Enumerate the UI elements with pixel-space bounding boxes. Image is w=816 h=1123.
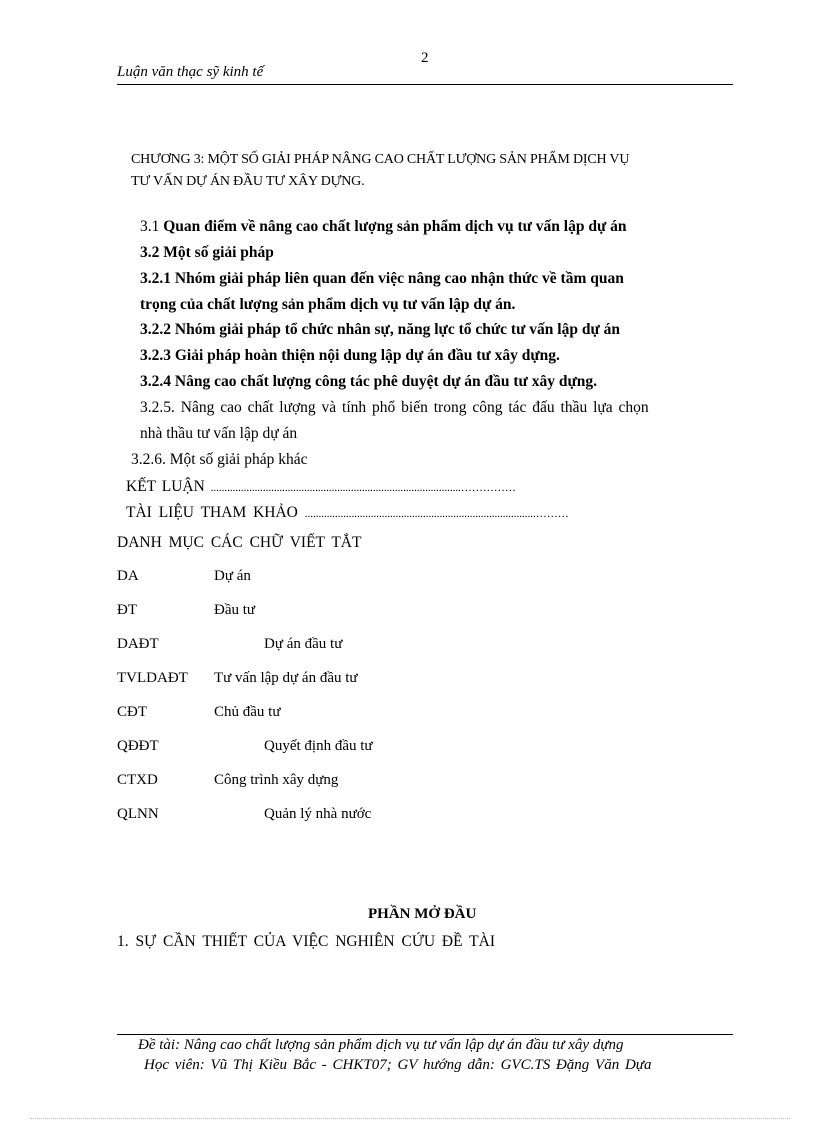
abbr-meaning: Quyết định đầu tư xyxy=(264,738,373,754)
footer-topic: Đề tài: Nâng cao chất lượng sản phẩm dịch vụ tư vấn lập dự án đầu tư xây dựng xyxy=(138,1037,624,1053)
toc-item-3-2-1-line-1: 3.2.1 Nhóm giải pháp liên quan đến việc nâng cao nhận thức về tầm quan xyxy=(140,270,624,287)
abbr-code: QLNN xyxy=(117,806,159,822)
chapter-title-line-2: TƯ VẤN DỰ ÁN ĐẦU TƯ XÂY DỰNG. xyxy=(131,174,365,189)
abbreviations-heading: DANH MỤC CÁC CHỮ VIẾT TẮT xyxy=(117,534,362,551)
toc-item-3-2-5-line-2: nhà thầu tư vấn lập dự án xyxy=(140,425,298,442)
toc-item-3-2-6: 3.2.6. Một số giải pháp khác xyxy=(131,451,308,468)
toc-conclusion-label: KẾT LUẬN xyxy=(126,478,205,495)
intro-item-1: 1. SỰ CẦN THIẾT CỦA VIỆC NGHIÊN CỨU ĐỀ TÀI xyxy=(117,933,495,950)
abbr-code: CTXD xyxy=(117,772,158,788)
abbr-code: QĐĐT xyxy=(117,738,159,754)
toc-references-label: TÀI LIỆU THAM KHẢO xyxy=(126,504,298,521)
abbr-code: CĐT xyxy=(117,704,147,720)
toc-item-3-2-5-line-1: 3.2.5. Nâng cao chất lượng và tính phổ biến trong công tác đấu thầu lựa chọn xyxy=(140,399,649,416)
intro-title: PHẦN MỞ ĐẦU xyxy=(368,906,477,922)
toc-item-3-2-2: 3.2.2 Nhóm giải pháp tổ chức nhân sự, năng lực tổ chức tư vấn lập dự án xyxy=(140,321,620,338)
toc-item-3-2-3: 3.2.3 Giải pháp hoàn thiện nội dung lập dự án đầu tư xây dựng. xyxy=(140,347,560,364)
toc-conclusion-dots: ...........................................................................................…………… xyxy=(210,482,516,494)
abbr-meaning: Chủ đầu tư xyxy=(214,704,281,720)
toc-references xyxy=(126,504,569,522)
toc-item-3-1 xyxy=(140,218,627,236)
toc-references-dots: ....................................................................................……… xyxy=(304,508,569,520)
abbr-meaning: Tư vấn lập dự án đầu tư xyxy=(214,670,358,686)
chapter-title-line-1: CHƯƠNG 3: MỘT SỐ GIẢI PHÁP NÂNG CAO CHẤT LƯỢNG SẢN PHẨM DỊCH VỤ xyxy=(131,152,630,167)
toc-item-3-1-text: Quan điểm về nâng cao chất lượng sản phẩm dịch vụ tư vấn lập dự án xyxy=(163,218,627,235)
toc-item-3-2-1-line-2: trọng của chất lượng sản phẩm dịch vụ tư vấn lập dự án. xyxy=(140,296,516,313)
abbr-code: DAĐT xyxy=(117,636,159,652)
header-title: Luận văn thạc sỹ kinh tế xyxy=(117,64,264,80)
abbr-meaning: Dự án xyxy=(214,568,251,584)
abbr-code: ĐT xyxy=(117,602,137,618)
page-bottom-border xyxy=(30,1118,790,1119)
footer-rule xyxy=(117,1034,733,1035)
footer-student: Học viên: Vũ Thị Kiều Bắc - CHKT07; GV hướng dẫn: GVC.TS Đặng Văn Dựa xyxy=(144,1057,652,1073)
toc-item-3-1-number: 3.1 xyxy=(140,218,160,235)
header-rule xyxy=(117,84,733,85)
toc-item-3-2: 3.2 Một số giải pháp xyxy=(140,244,274,261)
abbr-code: TVLDAĐT xyxy=(117,670,188,686)
abbr-meaning: Dự án đầu tư xyxy=(264,636,343,652)
abbr-meaning: Đầu tư xyxy=(214,602,256,618)
abbr-meaning: Công trình xây dựng xyxy=(214,772,339,788)
toc-conclusion xyxy=(126,478,516,496)
page-number: 2 xyxy=(421,50,429,66)
abbr-code: DA xyxy=(117,568,139,584)
toc-item-3-2-4: 3.2.4 Nâng cao chất lượng công tác phê duyệt dự án đầu tư xây dựng. xyxy=(140,373,598,390)
abbr-meaning: Quản lý nhà nước xyxy=(264,806,372,822)
